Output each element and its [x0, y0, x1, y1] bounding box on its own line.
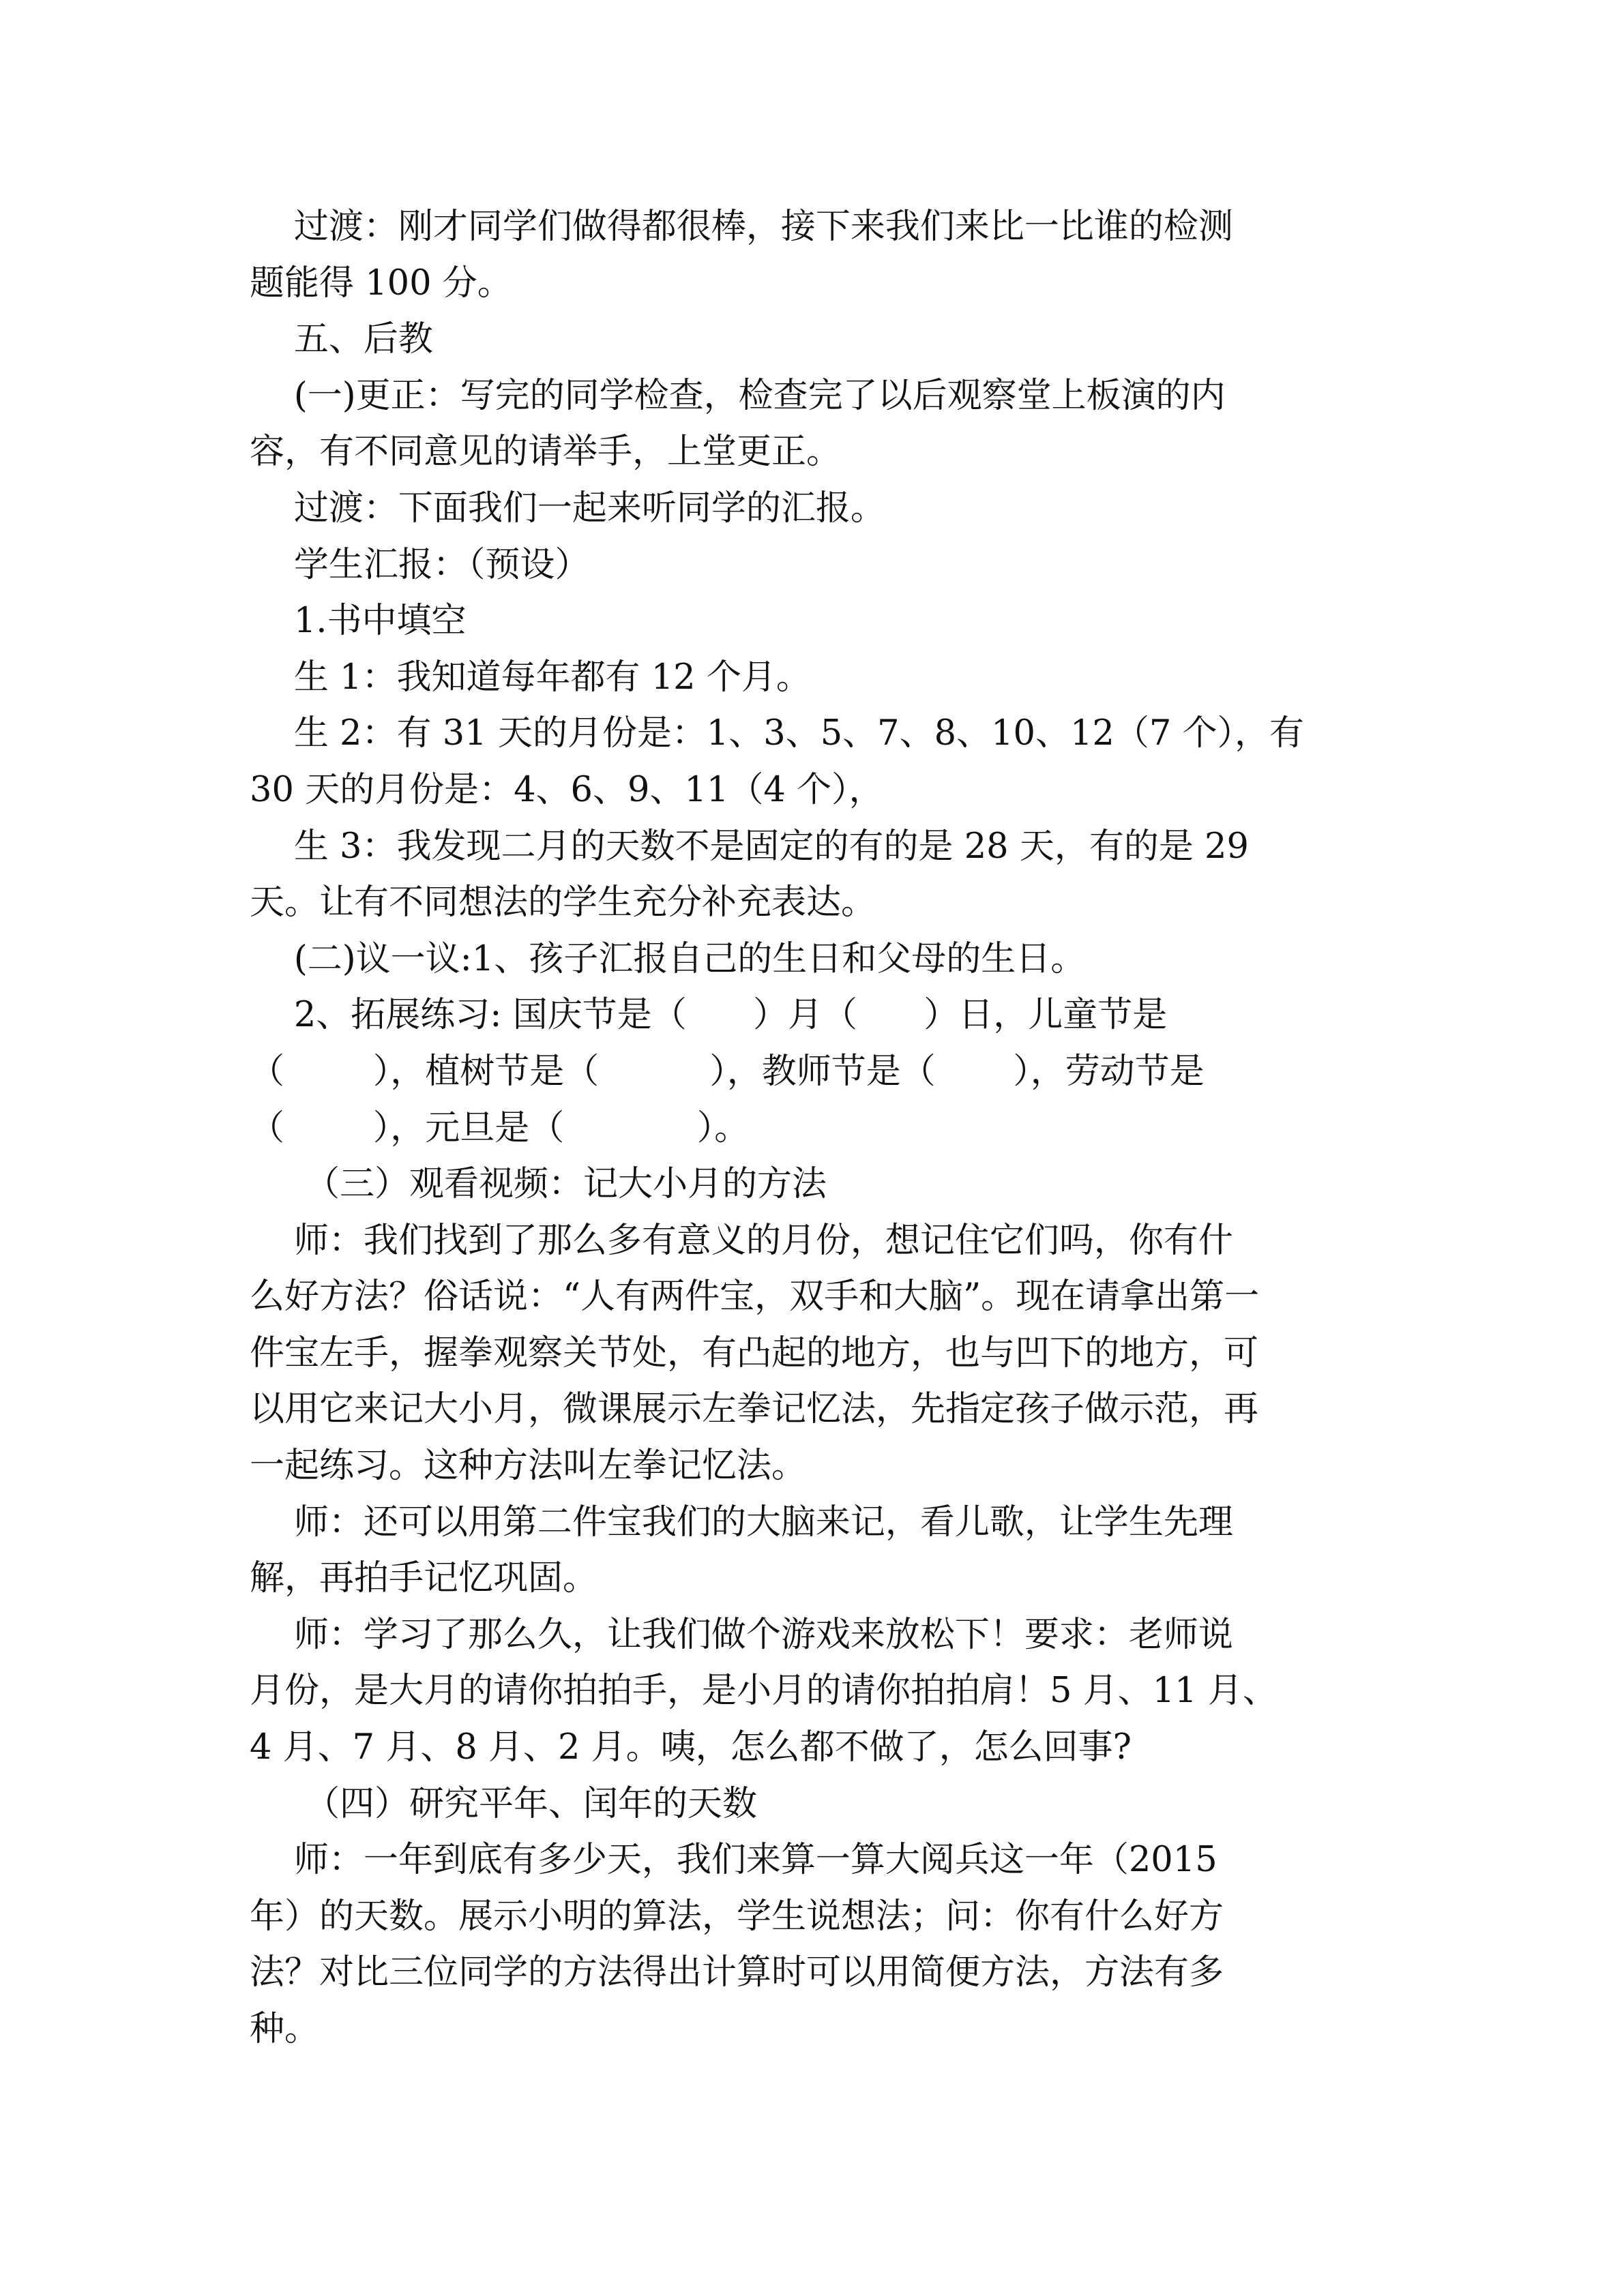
- text-line: 种。: [250, 2009, 320, 2049]
- text-line: 生 1：我知道每年都有 12 个月。: [250, 657, 811, 698]
- text-line: 2、拓展练习: 国庆节是（ ）月（ ）日，儿童节是: [250, 995, 1168, 1036]
- text-line: 1.书中填空: [250, 601, 467, 642]
- section-heading: （四）研究平年、闰年的天数: [250, 1783, 758, 1824]
- text-line: 题能得 100 分。: [250, 263, 512, 303]
- text-line: 生 3：我发现二月的天数不是固定的有的是 28 天，有的是 29: [250, 826, 1249, 867]
- document-body: [250, 199, 1382, 2058]
- text-line: 师：学习了那么久，让我们做个游戏来放松下！要求：老师说: [250, 1614, 1233, 1655]
- text-line: 学生汇报：（预设）: [250, 544, 590, 585]
- text-line: 年）的天数。展示小明的算法，学生说想法；问：你有什么好方: [250, 1896, 1224, 1937]
- text-line: 过渡：刚才同学们做得都很棒，接下来我们来比一比谁的检测: [250, 207, 1233, 247]
- text-line: 师：还可以用第二件宝我们的大脑来记，看儿歌，让学生先理: [250, 1502, 1233, 1542]
- section-heading: （三）观看视频：记大小月的方法: [250, 1164, 827, 1205]
- text-line: （ ），元旦是（ ）。: [250, 1107, 750, 1148]
- text-line: 解，再拍手记忆巩固。: [250, 1558, 598, 1599]
- text-line: (二)议一议:1、孩子汇报自己的生日和父母的生日。: [250, 938, 1086, 979]
- text-line: 生 2：有 31 天的月份是：1、3、5、7、8、10、12（7 个），有: [250, 713, 1305, 754]
- text-line: 以用它来记大小月，微课展示左拳记忆法，先指定孩子做示范，再: [250, 1389, 1259, 1430]
- text-line: 么好方法？俗话说：“人有两件宝，双手和大脑”。现在请拿出第一: [250, 1277, 1260, 1317]
- text-line: 件宝左手，握拳观察关节处，有凸起的地方，也与凹下的地方，可: [250, 1332, 1259, 1373]
- text-line: (一)更正：写完的同学检查，检查完了以后观察堂上板演的内: [250, 375, 1226, 416]
- text-line: 师：我们找到了那么多有意义的月份，想记住它们吗，你有什: [250, 1220, 1233, 1261]
- section-heading: 五、后教: [250, 319, 433, 360]
- text-line: 月份，是大月的请你拍拍手，是小月的请你拍拍肩！5 月、11 月、: [250, 1671, 1278, 1712]
- text-line: （ ），植树节是（ ），教师节是（ ），劳动节是: [250, 1051, 1205, 1092]
- text-line: 天。让有不同想法的学生充分补充表达。: [250, 882, 876, 923]
- text-line: 30 天的月份是：4、6、9、11（4 个），: [250, 769, 884, 810]
- text-line: 师：一年到底有多少天，我们来算一算大阅兵这一年（2015: [250, 1840, 1217, 1881]
- text-line: 法？对比三位同学的方法得出计算时可以用简便方法，方法有多: [250, 1952, 1224, 1993]
- text-line: 4 月、7 月、8 月、2 月。咦，怎么都不做了，怎么回事?: [250, 1727, 1132, 1768]
- text-line: 一起练习。这种方法叫左拳记忆法。: [250, 1446, 807, 1487]
- text-line: 过渡：下面我们一起来听同学的汇报。: [250, 488, 885, 528]
- text-line: 容，有不同意见的请举手，上堂更正。: [250, 432, 842, 473]
